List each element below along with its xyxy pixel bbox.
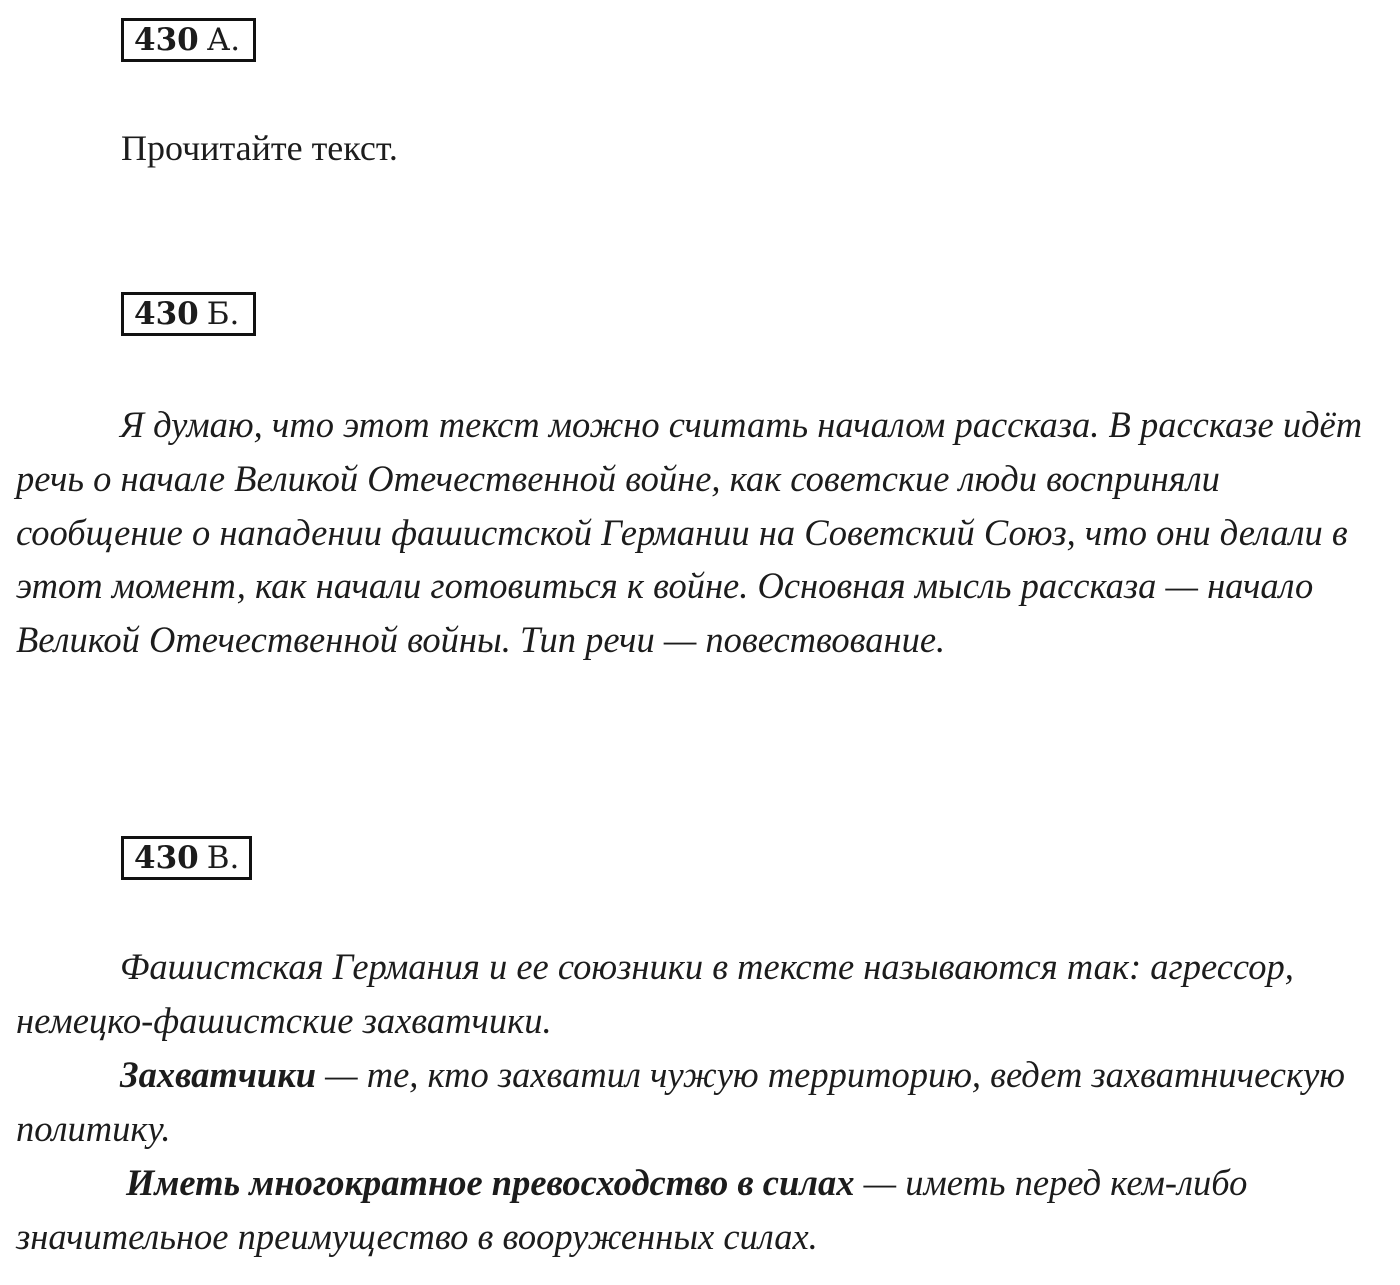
answer-paragraph-b: Я думаю, что этот текст можно считать началом рассказа. В рассказе идёт речь о начале Великой Отечественной войне, как советские люди восприняли сообщение о нападении фашистской Германии на Советский Союз, что они делали в этот момент, как начали готовиться к войне. Основная мысль рассказа — начало Великой Отечественной войны. Тип речи — повествование. <box>16 404 1363 661</box>
exercise-part-letter: В. <box>206 839 240 876</box>
exercise-label-c <box>121 836 252 880</box>
term-bold: Иметь многократное превосходство в силах <box>126 1162 855 1203</box>
exercise-number: 430 <box>134 295 199 332</box>
exercise-label-a <box>121 18 256 62</box>
exercise-part-letter: Б. <box>206 295 240 332</box>
answer-paragraph-c: Фашистская Германия и ее союзники в тексте называются так: агрессор, немецко-фашистские захватчики. <box>16 946 1294 1041</box>
term-definition-2 <box>16 1156 1386 1264</box>
term-definition-text: — те, кто захватил чужую территорию, ведет захватническую политику. <box>16 1054 1346 1149</box>
exercise-number: 430 <box>134 839 199 876</box>
term-definition-text: — иметь перед кем-либо значительное преимущество в вооруженных силах. <box>16 1162 1248 1257</box>
exercise-number: 430 <box>134 21 199 58</box>
term-definition-1 <box>16 1048 1386 1156</box>
exercise-label-b <box>121 292 256 336</box>
instruction-text: Прочитайте текст. <box>121 128 398 168</box>
term-bold: Захватчики <box>120 1054 317 1095</box>
exercise-part-letter: А. <box>206 21 241 58</box>
